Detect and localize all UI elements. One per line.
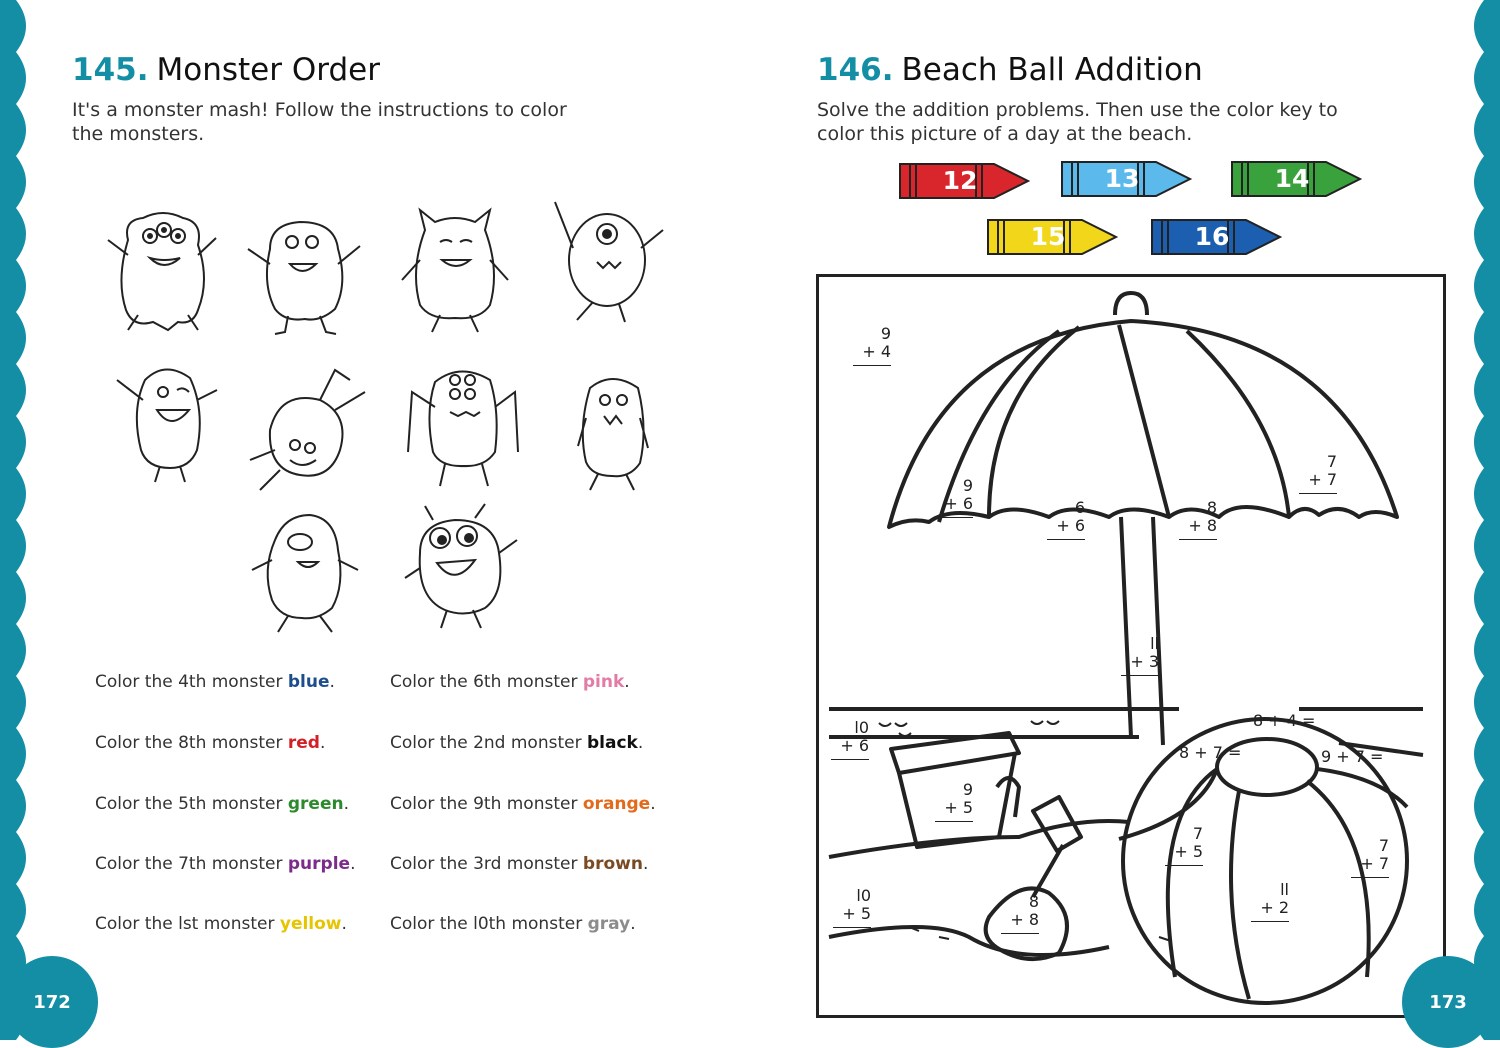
problem-6 [1121,635,1159,676]
activity-146-title [817,52,1203,88]
color-word-yellow: yellow [279,914,342,934]
instruction-8 [390,794,656,814]
monster-5 [105,350,235,490]
problem-8 [935,781,973,822]
problem-bottom: + 3 [1130,652,1159,671]
problem-4 [1179,499,1217,540]
problem-5 [1299,453,1337,494]
monster-7 [400,352,530,492]
beach-scene [816,274,1446,1018]
equation-1: 8 + 4 = [1253,711,1316,730]
instruction-text: Color the lst monster [95,914,280,934]
problem-13 [1351,837,1389,878]
problem-bottom: + 7 [1308,470,1337,489]
crayon-12 [898,162,1030,200]
answer-line [1299,493,1337,494]
problem-bottom: + 6 [840,736,869,755]
color-word-blue: blue [287,672,330,692]
problem-bottom: + 5 [1174,842,1203,861]
crayon-label: 12 [942,166,978,195]
instruction-7 [390,733,643,753]
crayon-label: 13 [1104,164,1140,193]
instruction-text: Color the l0th monster [390,914,588,934]
problem-bottom: + 7 [1360,854,1389,873]
activity-number: 145. [72,52,149,88]
problem-top: ll [1150,634,1159,653]
problem-top: 9 [962,476,973,495]
instruction-text: Color the 8th monster [95,733,288,753]
problem-top: l0 [854,718,869,737]
problem-top: l0 [856,886,871,905]
instruction-text: Color the 5th monster [95,794,288,814]
equation-3: 9 + 7 = [1321,747,1384,766]
problem-10 [833,887,871,928]
answer-line [1001,933,1039,934]
crayon-15 [986,218,1118,256]
instruction-text: Color the 3rd monster [390,854,583,874]
monster-grid [90,190,690,640]
monster-3 [390,200,520,340]
crayon-14 [1230,160,1362,198]
instruction-2 [95,733,325,753]
answer-line [935,821,973,822]
answer-line [1179,539,1217,540]
instruction-10 [390,914,636,934]
color-word-gray: gray [587,914,631,934]
problem-top: ll [1280,880,1289,899]
page-number-left: 172 [6,956,98,1048]
title-text: Monster Order [156,52,380,88]
answer-line [1165,865,1203,866]
answer-line [831,759,869,760]
activity-146-intro: Solve the addition problems. Then use the color key to color this picture of a day at the beach. [817,99,1338,145]
instruction-text: Color the 2nd monster [390,733,587,753]
crayon-label: 14 [1274,164,1310,193]
problem-12 [1251,881,1289,922]
monster-10 [395,498,525,638]
problem-bottom: + 6 [1056,516,1085,535]
problem-top: 9 [880,324,891,343]
problem-1 [853,325,891,366]
activity-145-intro: It's a monster mash! Follow the instructions to color the monsters. [72,99,567,145]
answer-line [1351,877,1389,878]
color-word-red: red [287,733,320,753]
monster-9 [240,500,370,640]
crayon-16 [1150,218,1282,256]
monster-1 [98,200,228,340]
problem-top: 7 [1192,824,1203,843]
problem-11 [1165,825,1203,866]
problem-top: 6 [1074,498,1085,517]
activity-number: 146. [817,52,894,88]
monster-8 [550,358,680,498]
color-word-orange: orange [582,794,651,814]
title-text: Beach Ball Addition [901,52,1203,88]
problem-top: 7 [1378,836,1389,855]
color-word-pink: pink [582,672,625,692]
color-word-black: black [587,733,638,753]
problem-top: 8 [1028,892,1039,911]
problem-bottom: + 5 [842,904,871,923]
period: . [630,914,636,934]
answer-line [935,517,973,518]
instruction-4 [95,854,355,874]
color-word-purple: purple [287,854,351,874]
problem-3 [1047,499,1085,540]
period: . [637,733,644,753]
instruction-text: Color the 9th monster [390,794,583,814]
color-word-green: green [287,794,344,814]
problem-bottom: + 6 [944,494,973,513]
crayon-label: 16 [1194,222,1230,251]
period: . [650,794,656,814]
problem-top: 8 [1206,498,1217,517]
instruction-6 [390,672,630,692]
period: . [329,672,335,692]
instruction-1 [95,672,335,692]
color-word-brown: brown [582,854,643,874]
crayon-13 [1060,160,1192,198]
answer-line [1121,675,1159,676]
period: . [319,733,326,753]
problem-bottom: + 8 [1188,516,1217,535]
left-scalloped-border [0,0,40,1040]
answer-line [833,927,871,928]
instruction-5 [95,914,347,934]
instruction-3 [95,794,349,814]
problem-bottom: + 5 [944,798,973,817]
instruction-text: Color the 6th monster [390,672,583,692]
problem-bottom: + 2 [1260,898,1289,917]
page-number-right: 173 [1402,956,1494,1048]
monster-6 [240,360,370,500]
activity-145-title [72,52,380,88]
problem-7 [831,719,869,760]
instruction-text: Color the 4th monster [95,672,288,692]
problem-9 [1001,893,1039,934]
monster-4 [545,192,675,332]
instruction-text: Color the 7th monster [95,854,288,874]
period: . [624,672,630,692]
period: . [350,854,356,874]
period: . [642,854,649,874]
problem-top: 9 [962,780,973,799]
answer-line [1251,921,1289,922]
problem-top: 7 [1326,452,1337,471]
equation-2: 8 + 7 = [1179,743,1242,762]
crayon-label: 15 [1030,222,1066,251]
answer-line [1047,539,1085,540]
instruction-9 [390,854,648,874]
monster-2 [240,204,370,344]
period: . [343,794,349,814]
right-scalloped-border [1460,0,1500,1040]
problem-bottom: + 8 [1010,910,1039,929]
period: . [341,914,347,934]
answer-line [853,365,891,366]
problem-2 [935,477,973,518]
problem-bottom: + 4 [862,342,891,361]
